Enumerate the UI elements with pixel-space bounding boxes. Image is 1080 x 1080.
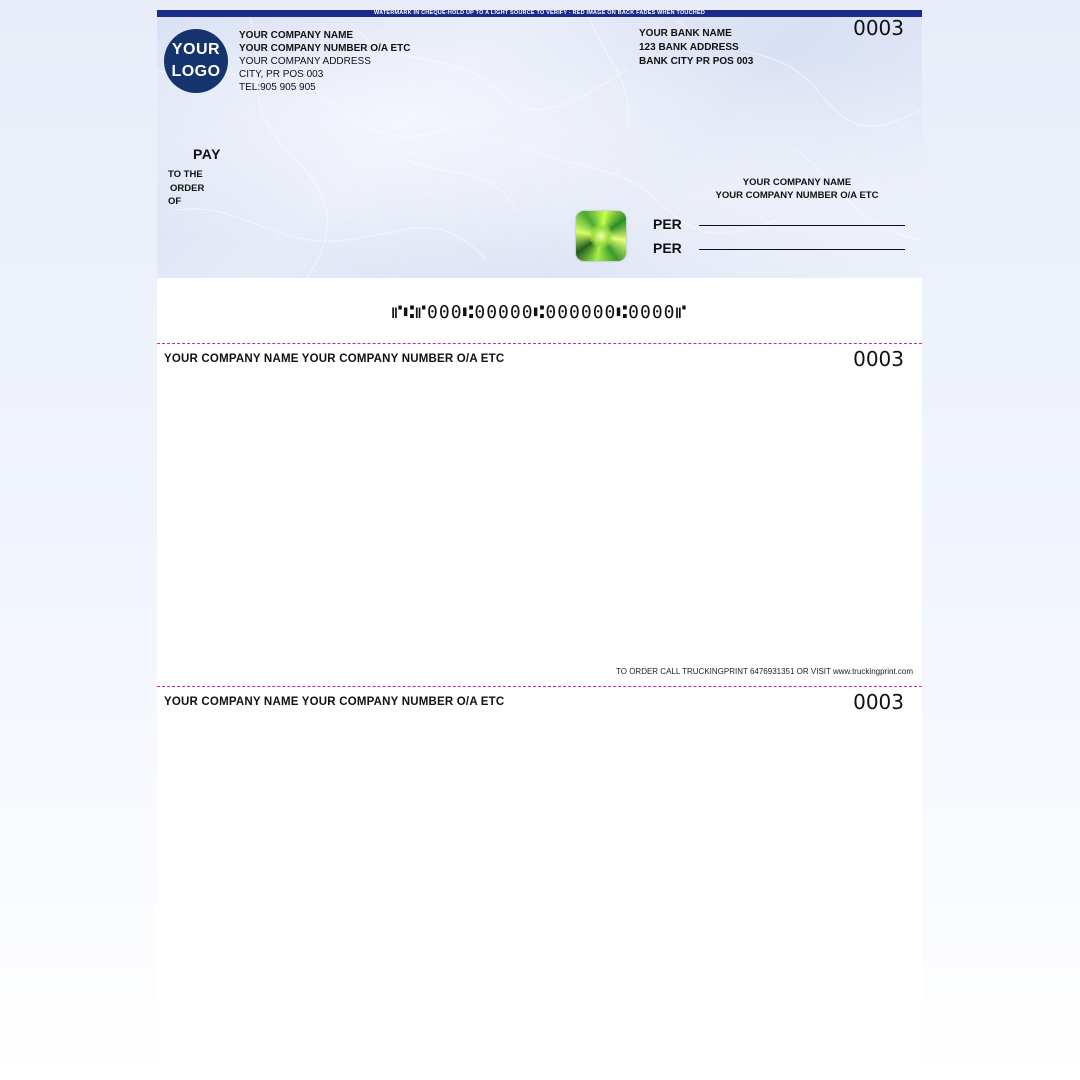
company-logo — [164, 29, 228, 93]
stub2-cheque-number: 0003 — [853, 690, 904, 714]
pay-label: PAY — [193, 146, 221, 162]
signature-company-number: YOUR COMPANY NUMBER O/A ETC — [715, 190, 879, 201]
order-note: TO ORDER CALL TRUCKINGPRINT 6476931351 OR VISIT www.truckingprint.com — [616, 667, 913, 676]
of-label: OF — [168, 196, 182, 207]
signature-line-1 — [699, 225, 905, 226]
signature-company — [697, 176, 897, 202]
perforation-line-2 — [157, 686, 922, 687]
cheque-number: 0003 — [853, 16, 904, 40]
cheque-face — [157, 10, 922, 278]
to-the-label: TO THE — [168, 169, 203, 180]
logo-line-1: YOUR — [171, 41, 221, 58]
perforation-line-1 — [157, 343, 922, 344]
order-label: ORDER — [170, 182, 205, 194]
pay-to-the-order-of — [168, 168, 204, 209]
company-tel: TEL:905 905 905 — [239, 82, 316, 93]
per-label-1: PER — [653, 216, 682, 232]
per-label-2: PER — [653, 240, 682, 256]
hologram-icon — [576, 211, 626, 261]
stub1-cheque-number: 0003 — [853, 347, 904, 371]
micr-line: ⑈⑆⑈000⑆00000⑆000000⑆0000⑈ — [391, 302, 688, 323]
signature-line-2 — [699, 249, 905, 250]
stub2-title: YOUR COMPANY NAME YOUR COMPANY NUMBER O/A ETC — [164, 696, 505, 708]
bank-address: 123 BANK ADDRESS — [639, 42, 739, 53]
company-city: CITY, PR POS 003 — [239, 69, 324, 80]
company-address: YOUR COMPANY ADDRESS — [239, 56, 371, 67]
bank-city: BANK CITY PR POS 003 — [639, 56, 754, 67]
cheque-sheet — [157, 10, 922, 1080]
company-number: YOUR COMPANY NUMBER O/A ETC — [239, 43, 411, 54]
company-info — [239, 29, 411, 94]
bank-name: YOUR BANK NAME — [639, 28, 732, 39]
logo-line-2: LOGO — [171, 63, 221, 80]
company-name: YOUR COMPANY NAME — [239, 30, 354, 41]
security-banner: WATERMARK IN CHEQUE-HOLD UP TO A LIGHT SOURCE TO VERIFY - RED IMAGE ON BACK FADES WHEN TOUCHED — [157, 10, 922, 17]
bank-info — [639, 27, 753, 69]
signature-company-name: YOUR COMPANY NAME — [742, 177, 852, 188]
stub1-title: YOUR COMPANY NAME YOUR COMPANY NUMBER O/A ETC — [164, 353, 505, 365]
